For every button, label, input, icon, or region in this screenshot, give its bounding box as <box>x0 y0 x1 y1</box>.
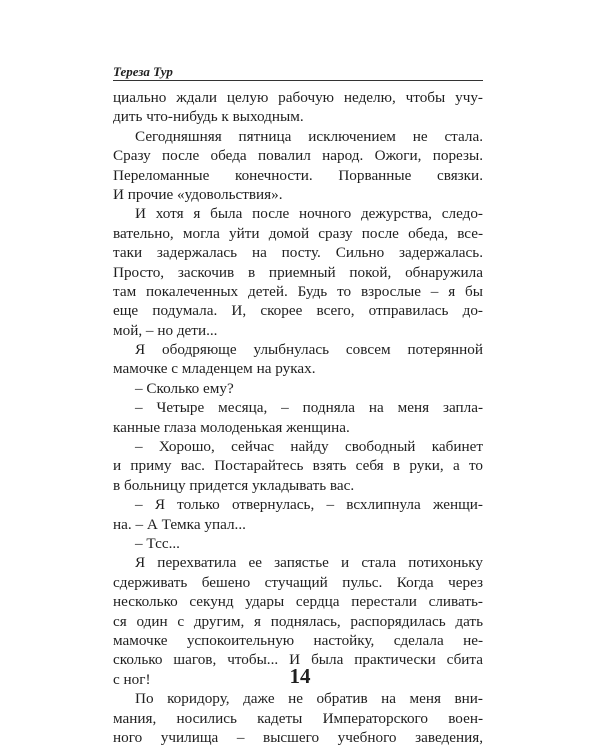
text-line: Переломанные конечности. Порванные связки. <box>113 166 483 184</box>
text-line: мамочке с младенцем на руках. <box>113 360 316 378</box>
text-line: ного училища – высшего учебного заведения, <box>113 728 483 746</box>
text-line: И прочие «удовольствия». <box>113 185 283 203</box>
text-line: Сегодняшняя пятница исключением не стала. <box>135 127 483 145</box>
text-line: циально ждали целую рабочую неделю, чтобы учу- <box>113 89 483 106</box>
text-line: канные глаза молоденькая женщина. <box>113 418 350 436</box>
text-line: в больницу придется укладывать вас. <box>113 476 355 494</box>
text-line: – Четыре месяца, – подняла на меня запла- <box>135 399 483 417</box>
text-line: мой, – но дети... <box>113 321 218 339</box>
text-line: Я ободряюще улыбнулась совсем потерянной <box>135 341 483 359</box>
text-line: – Сколько ему? <box>135 379 234 397</box>
text-line: дить что-нибудь к выходным. <box>113 108 304 126</box>
text-line: По коридору, даже не обратив на меня вни- <box>135 690 483 708</box>
text-line: с ног! <box>113 670 151 688</box>
text-line: мания, носились кадеты Императорского воен- <box>113 709 483 727</box>
text-line: и приму вас. Постарайтесь взять себя в руки, а то <box>113 457 483 475</box>
running-header-author: Тереза Тур <box>113 64 173 79</box>
text-line: Я перехватила ее запястье и стала потихоньку <box>135 554 483 572</box>
text-line: Просто, заскочив в приемный покой, обнаружила <box>113 263 483 281</box>
text-line: ся один с другим, я поднялась, распорядилась дать <box>113 612 483 630</box>
text-line: Сразу после обеда повалил народ. Ожоги, порезы. <box>113 147 483 165</box>
body-text <box>113 88 483 747</box>
text-line: еще подумала. И, скорее всего, отправилась до- <box>113 302 483 320</box>
text-line: – Я только отвернулась, – всхлипнула женщи- <box>135 496 483 514</box>
text-line: на. – А Темка упал... <box>113 515 246 533</box>
text-line: вательно, могла уйти домой сразу после обеда, все- <box>113 224 483 242</box>
text-line: несколько секунд удары сердца перестали сливать- <box>113 593 483 611</box>
text-line: мамочке успокоительную настойку, сделала не- <box>113 631 483 649</box>
text-line: – Хорошо, сейчас найду свободный кабинет <box>135 438 483 456</box>
text-line: сколько шагов, чтобы... И была практически сбита <box>113 651 483 669</box>
page-number: 14 <box>289 664 311 688</box>
text-line: сдерживать бешено стучащий пульс. Когда через <box>113 573 483 591</box>
text-line: таки задержалась на посту. Сильно задержалась. <box>113 244 483 262</box>
text-line: там покалеченных детей. Будь то взрослые – я бы <box>113 282 483 300</box>
header-rule <box>113 80 483 81</box>
text-line: И хотя я была после ночного дежурства, следо- <box>135 205 483 223</box>
text-line: – Тсс... <box>135 534 180 552</box>
